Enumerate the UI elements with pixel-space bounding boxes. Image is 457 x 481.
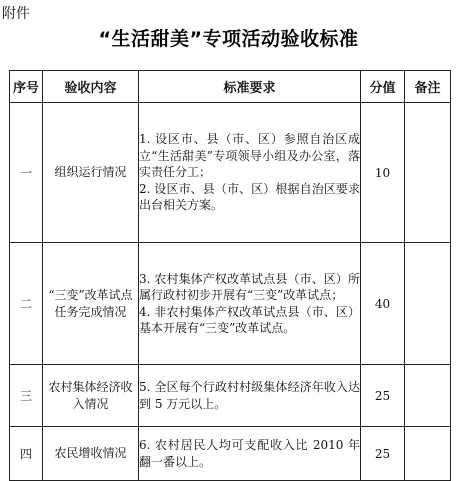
requirement-text: 2. 设区市、县（市、区）根据自治区要求出台相关方案。 <box>139 181 360 213</box>
row-requirements <box>139 103 361 243</box>
row-note <box>405 365 451 427</box>
requirement-text: 1. 设区市、县（市、区）参照自治区成立“生活甜美”专项领导小组及办公室，落实责任分工； <box>139 132 360 180</box>
row-requirements <box>139 365 361 427</box>
row-requirements <box>139 427 361 481</box>
table-header-row <box>10 71 451 103</box>
requirement-text: 3. 农村集体产权改革试点县（市、区）所属行政村初步开展有“三变”改革试点； <box>139 271 360 302</box>
row-item: “三变”改革试点任务完成情况 <box>43 243 139 365</box>
row-score: 10 <box>361 103 405 243</box>
column-header-requirements: 标准要求 <box>139 71 361 103</box>
attachment-label: 附件 <box>2 6 30 22</box>
row-item: 农村集体经济收入情况 <box>43 365 139 427</box>
row-item: 组织运行情况 <box>43 103 139 243</box>
row-requirements <box>139 243 361 365</box>
requirement-text: 5. 全区每个行政村村级集体经济年收入达到 5 万元以上。 <box>139 380 360 411</box>
requirement-text: 4. 非农村集体产权改革试点县（市、区）基本开展有“三变”改革试点。 <box>139 304 360 335</box>
row-number: 一 <box>10 103 43 243</box>
page-title: “生活甜美”专项活动验收标准 <box>98 28 359 50</box>
row-note <box>405 243 451 365</box>
row-number: 四 <box>10 427 43 481</box>
table-row <box>10 103 451 243</box>
row-score: 25 <box>361 365 405 427</box>
row-number: 三 <box>10 365 43 427</box>
row-number: 二 <box>10 243 43 365</box>
column-header-content: 验收内容 <box>43 71 139 103</box>
row-note <box>405 103 451 243</box>
column-header-number: 序号 <box>10 71 43 103</box>
row-note <box>405 427 451 481</box>
table-row <box>10 365 451 427</box>
row-item: 农民增收情况 <box>43 427 139 481</box>
row-score: 40 <box>361 243 405 365</box>
requirement-text: 6. 农村居民人均可支配收入比 2010 年翻一番以上。 <box>139 438 360 469</box>
row-score: 25 <box>361 427 405 481</box>
table-row <box>10 427 451 481</box>
acceptance-standards-table <box>9 70 451 481</box>
column-header-notes: 备注 <box>405 71 451 103</box>
column-header-score: 分值 <box>361 71 405 103</box>
table-row <box>10 243 451 365</box>
